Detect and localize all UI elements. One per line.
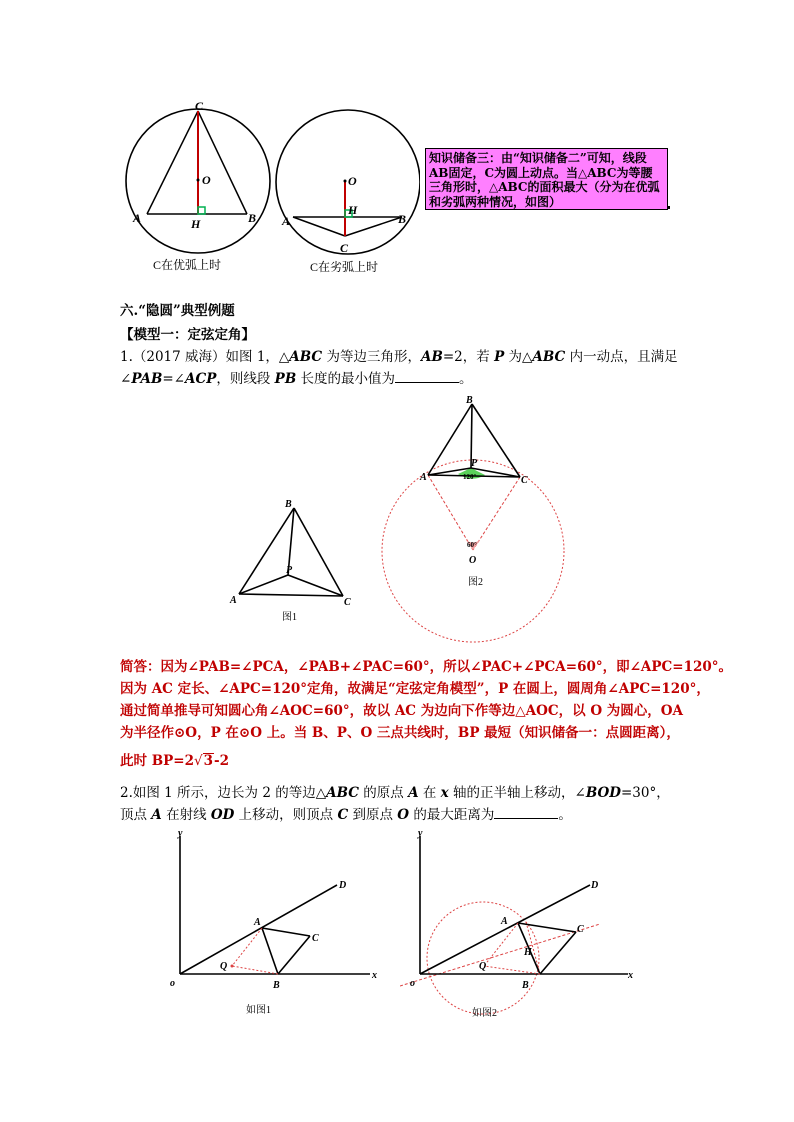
- problem1-line2: ∠PAB=∠ACP，则线段 PB 长度的最小值为 。: [120, 371, 473, 387]
- p1f2-label-p: P: [471, 458, 478, 469]
- section-title: 六.“隐圆”典型例题: [120, 303, 235, 319]
- figure-major-arc: [118, 98, 278, 278]
- caption-minor-arc: C在劣弧上时: [310, 260, 379, 274]
- problem2-figure1: [160, 828, 390, 1028]
- label-o2: O: [348, 174, 357, 188]
- label-o: O: [202, 173, 211, 187]
- label-b2: B: [398, 212, 407, 226]
- problem2-line1: 2.如图 1 所示，边长为 2 的等边△ABC 的原点 A 在 x 轴的正半轴上移动，∠BOD=30°，: [120, 785, 670, 801]
- p2f1-label-o: o: [170, 978, 175, 989]
- label-c2: C: [340, 241, 349, 255]
- p1f2-caption: 图2: [468, 577, 483, 588]
- p1f2-label-a: A: [420, 472, 427, 483]
- p2f1-label-q: Q: [220, 961, 228, 972]
- angle-60-label: 60°: [467, 541, 477, 549]
- p1f1-label-b: B: [285, 499, 292, 510]
- p2f1-label-d: D: [339, 880, 347, 891]
- caption-major-arc: C在优弧上时: [153, 258, 222, 272]
- problem2-line2: 顶点 A 在射线 OD 上移动，则顶点 C 到原点 O 的最大距离为 。: [120, 807, 572, 823]
- knowledge-box: 知识储备三：由“知识储备二”可知，线段AB固定，C为圆上动点。当△ABC为等腰三角形时，△ABC的面积最大（分为在优弧和劣弧两种情况，如图）: [425, 148, 668, 210]
- label-h: H: [191, 217, 201, 231]
- answer1-line1: 简答：因为∠PAB=∠PCA，∠PAB+∠PAC=60°，所以∠PAC+∠PCA=60°，即∠APC=120°。: [120, 659, 733, 675]
- figure-minor-arc: [270, 100, 420, 278]
- p2f1-label-b: B: [273, 980, 280, 991]
- p2f2-label-h: H: [524, 947, 532, 958]
- answer1-line3: 通过简单推导可知圆心角∠AOC=60°，故以 AC 为边向下作等边△AOC，以 O 为圆心，OA: [120, 703, 684, 719]
- label-a2: A: [282, 214, 291, 228]
- p2f2-caption: 如图2: [472, 1008, 497, 1019]
- model-title: 【模型一：定弦定角】: [120, 327, 255, 343]
- answer1-line4: 为半径作⊙O，P 在⊙O 上。当 B、P、O 三点共线时，BP 最短（知识储备一：点圆距离），: [120, 725, 680, 741]
- p2f2-label-a: A: [501, 916, 508, 927]
- answer1-line2: 因为 AC 定长、∠APC=120°定角，故满足“定弦定角模型”，P 在圆上，圆周角∠APC=120°，: [120, 681, 710, 697]
- p2f2-label-x: x: [628, 970, 633, 981]
- p2f1-label-x: x: [372, 970, 377, 981]
- p1f2-label-c: C: [521, 475, 528, 486]
- label-a: A: [133, 211, 142, 225]
- p2f2-label-b: B: [522, 980, 529, 991]
- label-h2: H: [348, 203, 358, 217]
- p2f1-label-c: C: [312, 933, 319, 944]
- p1f2-label-o: O: [469, 555, 477, 566]
- label-b: B: [248, 211, 257, 225]
- p2f2-label-y: y: [418, 828, 423, 839]
- label-c: C: [195, 99, 204, 113]
- problem1-figure1: [222, 495, 362, 625]
- p2f1-label-a: A: [254, 917, 261, 928]
- answer1-line5: 此时 BP=2√3-2: [120, 753, 229, 769]
- p2f1-label-y: y: [178, 828, 183, 839]
- angle-120-label: 120°: [463, 473, 477, 481]
- problem1-line1: 1.（2017 威海）如图 1，△ABC 为等边三角形，AB=2，若 P 为△ABC 内一动点，且满足: [120, 349, 678, 365]
- p2f2-label-q: Q: [479, 961, 487, 972]
- p2f1-caption: 如图1: [246, 1005, 271, 1016]
- p2f2-label-d: D: [591, 880, 599, 891]
- p2f2-label-c: C: [577, 924, 584, 935]
- p2f2-label-o: o: [410, 978, 415, 989]
- answer-blank-2[interactable]: [494, 806, 558, 819]
- p1f1-caption: 图1: [282, 612, 297, 623]
- problem2-figure2: [400, 828, 640, 1028]
- p1f1-label-p: P: [286, 565, 293, 576]
- p1f1-label-c: C: [344, 597, 351, 608]
- p1f2-label-b: B: [466, 395, 473, 406]
- box-anchor-dot: [667, 206, 670, 209]
- p1f1-label-a: A: [230, 595, 237, 606]
- problem1-figure2: [380, 395, 575, 650]
- answer-blank-1[interactable]: [395, 370, 459, 383]
